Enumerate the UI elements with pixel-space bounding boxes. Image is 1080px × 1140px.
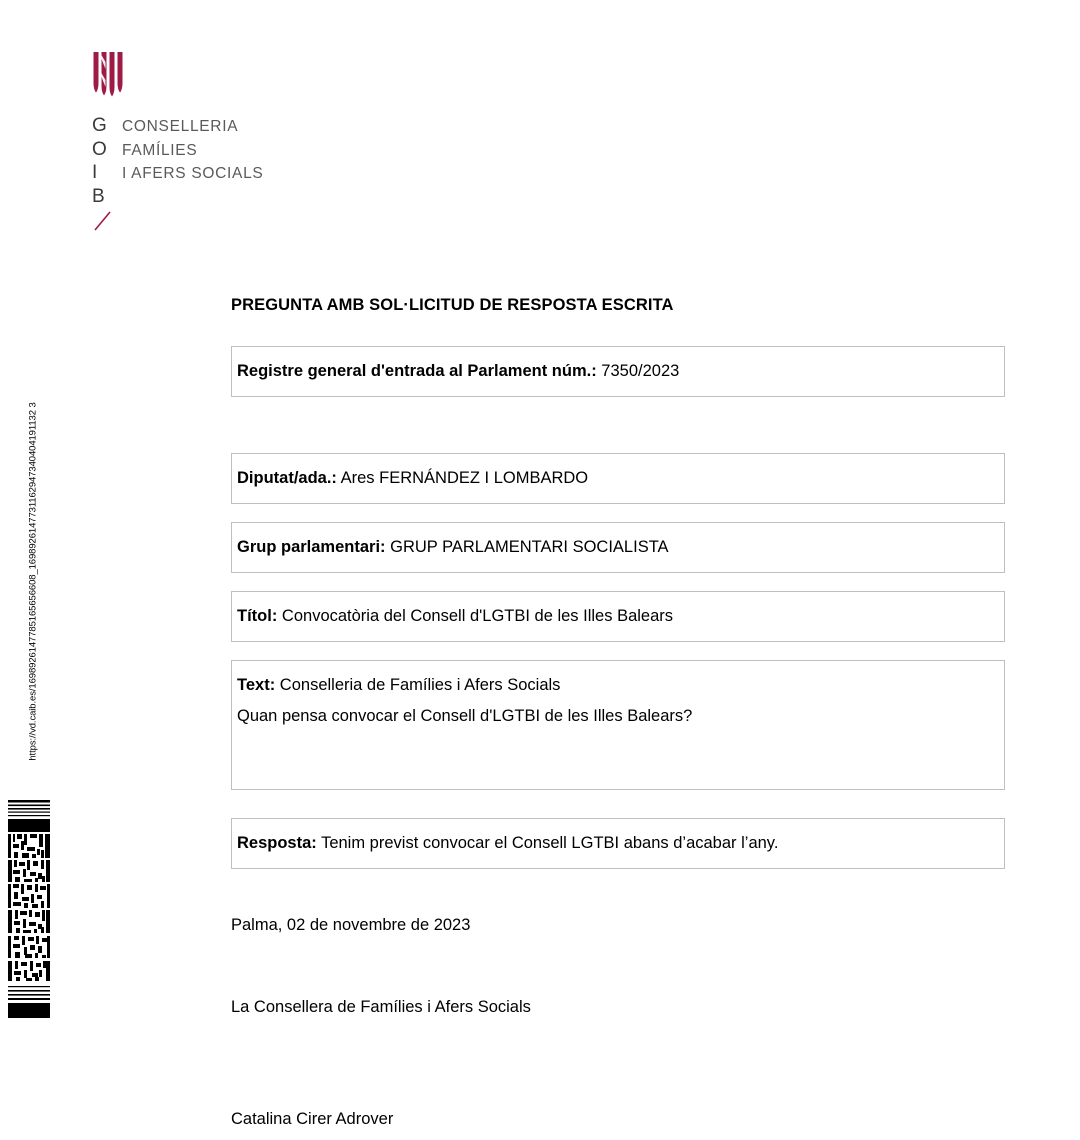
field-titol-value: Convocatòria del Consell d'LGTBI de les Illes Balears	[281, 607, 674, 625]
logo-slash-icon	[92, 210, 122, 232]
signature-block	[231, 910, 1005, 1135]
field-diputat-label: Diputat/ada.:	[237, 469, 337, 487]
field-registre-value: 7350/2023	[601, 362, 680, 380]
goib-letter-g: G	[92, 115, 108, 136]
verification-url: https://vd.caib.es/1698926147785165656608_1698926147731162947340404191132 3	[27, 402, 39, 761]
field-resposta-label: Resposta:	[237, 834, 317, 852]
field-text-label: Text:	[237, 676, 276, 694]
org-line-2: FAMÍLIES	[122, 141, 198, 159]
logo-text	[92, 114, 412, 208]
spacer	[231, 941, 1005, 992]
field-grup-value: GRUP PARLAMENTARI SOCIALISTA	[390, 538, 669, 556]
field-text-value-line2: Quan pensa convocar el Consell d'LGTBI de les Illes Balears?	[237, 707, 693, 725]
field-resposta	[231, 818, 1005, 869]
spacer	[231, 425, 1005, 453]
field-titol-label: Títol:	[237, 607, 278, 625]
goib-acronym	[92, 114, 122, 208]
goib-letter-o: O	[92, 138, 108, 160]
signature-role: La Consellera de Famílies i Afers Socials	[231, 998, 531, 1016]
goib-letter-i: I	[92, 162, 98, 183]
field-diputat	[231, 453, 1005, 504]
field-grup-label: Grup parlamentari:	[237, 538, 386, 556]
signature-name: Catalina Cirer Adrover	[231, 1110, 394, 1128]
balearic-islands-crest-icon	[92, 52, 126, 98]
goib-logo	[92, 52, 412, 237]
field-text	[231, 660, 1005, 790]
org-name	[122, 114, 263, 186]
field-grup	[231, 522, 1005, 573]
field-registre-label: Registre general d'entrada al Parlament núm.:	[237, 362, 597, 380]
spacer	[231, 642, 1005, 660]
field-resposta-value: Tenim previst convocar el Consell LGTBI abans d’acabar l’any.	[321, 834, 779, 852]
field-text-value: Conselleria de Famílies i Afers Socials	[279, 676, 561, 694]
page-title: PREGUNTA AMB SOL·LICITUD DE RESPOSTA ESCRITA	[231, 296, 674, 314]
org-line-3: I AFERS SOCIALS	[122, 165, 264, 182]
spacer	[231, 397, 1005, 425]
spacer	[231, 790, 1005, 818]
field-titol	[231, 591, 1005, 642]
org-line-1: CONSELLERIA	[122, 118, 239, 135]
spacer	[231, 573, 1005, 591]
field-diputat-value: Ares FERNÁNDEZ I LOMBARDO	[340, 469, 589, 487]
goib-letter-b: B	[92, 185, 106, 207]
spacer	[231, 504, 1005, 522]
signature-place-date: Palma, 02 de novembre de 2023	[231, 916, 471, 934]
spacer	[231, 1023, 1005, 1104]
field-registre	[231, 346, 1005, 397]
document-body	[231, 296, 1005, 1135]
pdf417-barcode	[8, 800, 50, 1018]
